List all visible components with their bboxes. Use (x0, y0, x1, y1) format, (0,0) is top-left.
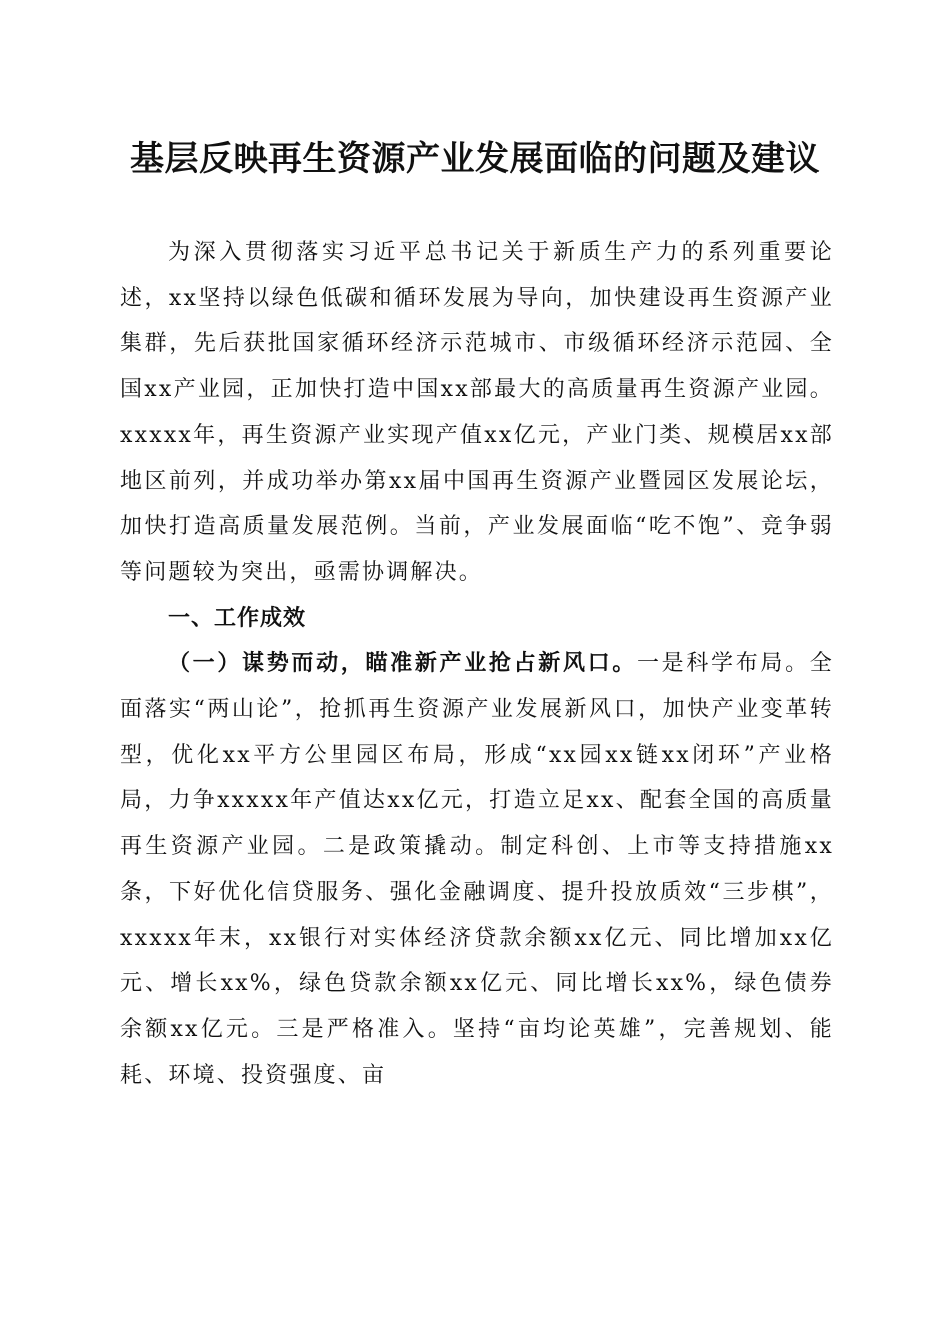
document-title: 基层反映再生资源产业发展面临的问题及建议 (130, 139, 820, 179)
document-body (120, 230, 834, 1098)
subsection-heading: （一）谋势而动，瞄准新产业抢占新风口。 (168, 650, 637, 677)
subsection-body: 一是科学布局。全面落实“两山论”，抢抓再生资源产业发展新风口，加快产业变革转型，优化xx平方公里园区布局，形成“xx园xx链xx闭环”产业格局，力争xxxxx年产值达xx亿元，打造立足xx、配套全国的高质量再生资源产业园。二是政策撬动。制定科创、上市等支持措施xx条，下好优化信贷服务、强化金融调度、提升投放质效“三步棋”，xxxxx年末，xx银行对实体经济贷款余额xx亿元、同比增加xx亿元、增长xx%，绿色贷款余额xx亿元、同比增长xx%，绿色债券余额xx亿元。三是严格准入。坚持“亩均论英雄”，完善规划、能耗、环境、投资强度、亩 (120, 651, 834, 1088)
intro-paragraph: 为深入贯彻落实习近平总书记关于新质生产力的系列重要论述，xx坚持以绿色低碳和循环发展为导向，加快建设再生资源产业集群，先后获批国家循环经济示范城市、市级循环经济示范园、全国xx产业园，正加快打造中国xx部最大的高质量再生资源产业园。xxxxx年，再生资源产业实现产值xx亿元，产业门类、规模居xx部地区前列，并成功举办第xx届中国再生资源产业暨园区发展论坛，加快打造高质量发展范例。当前，产业发展面临“吃不饱”、竞争弱等问题较为突出，亟需协调解决。 (120, 240, 834, 585)
section-heading: 一、工作成效 (168, 605, 307, 631)
subsection-paragraph (120, 641, 834, 1098)
